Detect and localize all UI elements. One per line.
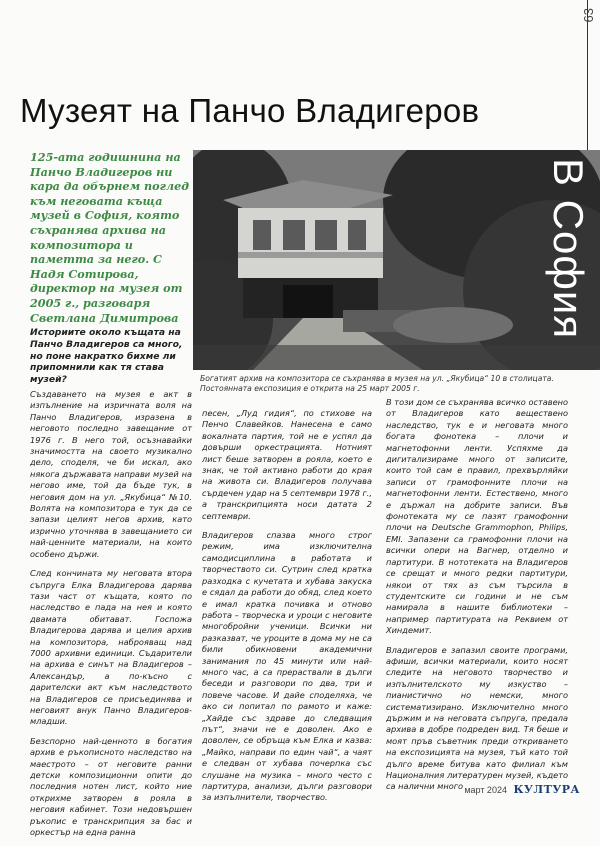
page-number: 63 xyxy=(581,8,596,23)
interview-question: Историите около къщата на Панчо Владигеров са много, но поне накратко бихме ли припомнили как тя става музей? xyxy=(30,327,183,386)
paragraph: Безспорно най-ценното в богатия архив е ръкописното наследство на маестрото – от неговите ранни детски композиционни опити до последния нотен лист, който ние открихме затворен в рояла в неговия кабинет. Този недовършен ръкопис е транскрипция за бас и оркестър на една ранна xyxy=(30,735,192,838)
paragraph: Създаването на музея е акт в изпълнение на изричната воля на Панчо Владигеров, изразена в неговото последно завещание от 1976 г. В него той, осъзнавайки значимостта на своето музикално дело, споделя, че би искал, ако някога държавата направи музей на негово име, той да бъде тук, в неговия дом на ул. „Якубица“ №10. Волята на композитора е тук да се запази целият негов архив, като изрично уточнява в завещанието си най-ценните материали, на които особено държи. xyxy=(30,389,192,559)
magazine-name: КУЛТУРА xyxy=(513,783,580,796)
photo-overlay-label: В София xyxy=(545,158,592,340)
photo-caption: Богатият архив на композитора се съхранява в музея на ул. „Якубица“ 10 в столицата. Постоянната експозиция е открита на 25 март 2005 г. xyxy=(200,374,554,393)
page-footer xyxy=(464,783,580,796)
text-column-2 xyxy=(202,408,372,812)
paragraph: песен, „Луд гидия“, по стихове на Пенчо Славейков. Нанесена е само вокалната партия, той не е успял да довърши оркестрацията. Нотният лист беше затворен в рояла, което е знак, че той активно работи до края на живота си. Владигеров получава сърдечен удар на 5 септември 1978 г., а транскрипцията носи датата 2 септември. xyxy=(202,408,372,521)
house-photo xyxy=(193,150,600,370)
paragraph: В този дом се съхранява всичко оставено от Владигеров като веществено наследство, тук е и неговата много богата фонотека – плочи и магнетофонни ленти. Успяхме да дигитализираме много от записите, които той сам е правил, прехвърляйки записи от грамофонните плочи на магнетофонни ленти. Естествено, много е държал на добрите записи. Във фонотеката му се пазят грамофонни плочи на Deutsche Grammophon, Philips, EMI. Запазени са грамофонни плочи на всички опери на Вагнер, отделно и партитури. В нототеката на Владигеров се срещат и много редки партитури, някои от тях аз съм търсила в студентските си години и не съм намирала в нашите библиотеки – например партитурата на Реквием от Хиндемит. xyxy=(386,397,568,636)
article-intro: 125-ата годишнина на Панчо Владигеров ни кара да обърнем поглед към неговата къща музей в София, която съхранява архива на композитора и паметта за него. С Надя Сотирова, директор на музея от 2005 г., разговаря Светлана Димитрова xyxy=(30,150,189,325)
text-column-1 xyxy=(30,389,192,846)
article-title: Музеят на Панчо Владигеров xyxy=(20,92,480,129)
text-column-3 xyxy=(386,397,568,801)
paragraph: След кончината му неговата втора съпруга Елка Владигерова дарява тази част от къщата, която по наследство е пада на нея и която двамата обитават. Госпожа Владигерова дарява и целия архив на композитора, наброяващ над 7000 архивни единици. Съдарители на архива е синът на Владигеров – Александър, а по-късно с дарителски акт към наследството на Владигеров се присъединява и неговият внук Панчо Владигеров-младши. xyxy=(30,568,192,727)
issue-date: март 2024 xyxy=(464,785,507,795)
margin-rule xyxy=(587,0,588,150)
paragraph: Владигеров е запазил своите програми, афиши, всички материали, които носят следите на неговото творчество и изпълнителското му изкуство – пианистично но немски, много систематизирано. Изключително много държим и на неговата съпруга, предала архива в добре подреден вид. Тя беше и моят пръв съветник преди откриването на експозицията на музея, тъй като той дълго време битува като филиал към Националния литературен музей, където са налични много xyxy=(386,644,568,792)
house-photo-illustration xyxy=(193,150,600,370)
paragraph: Владигеров спазва много строг режим, има изключителна самодисциплина в работата и творчеството си. Сутрин след кратка разходка с кучетата и хубава закуска е сядал да работи до обяд, след което е имал кратка почивка и отново работа – творческа и уроци с неговите многобройни ученици. Всички ни разказват, че уроците в дома му не са били обикновени академични занимания по 45 минути или най-много час, а са прераствали в дълги беседи и разговори по два, три и повече часове. И дайе споделяха, че ако си попитал по рамото и каже: „Хайде със здраве до следващия път“, значи не е доволен. Ако е доволен, се обръща към Елка и казва: „Майко, направи по един чай“, а чаят е следван от хубава почерпка със слушане на музика – много често с партитура, анализи, дълги разговори за изпълнители, творчество. xyxy=(202,530,372,803)
